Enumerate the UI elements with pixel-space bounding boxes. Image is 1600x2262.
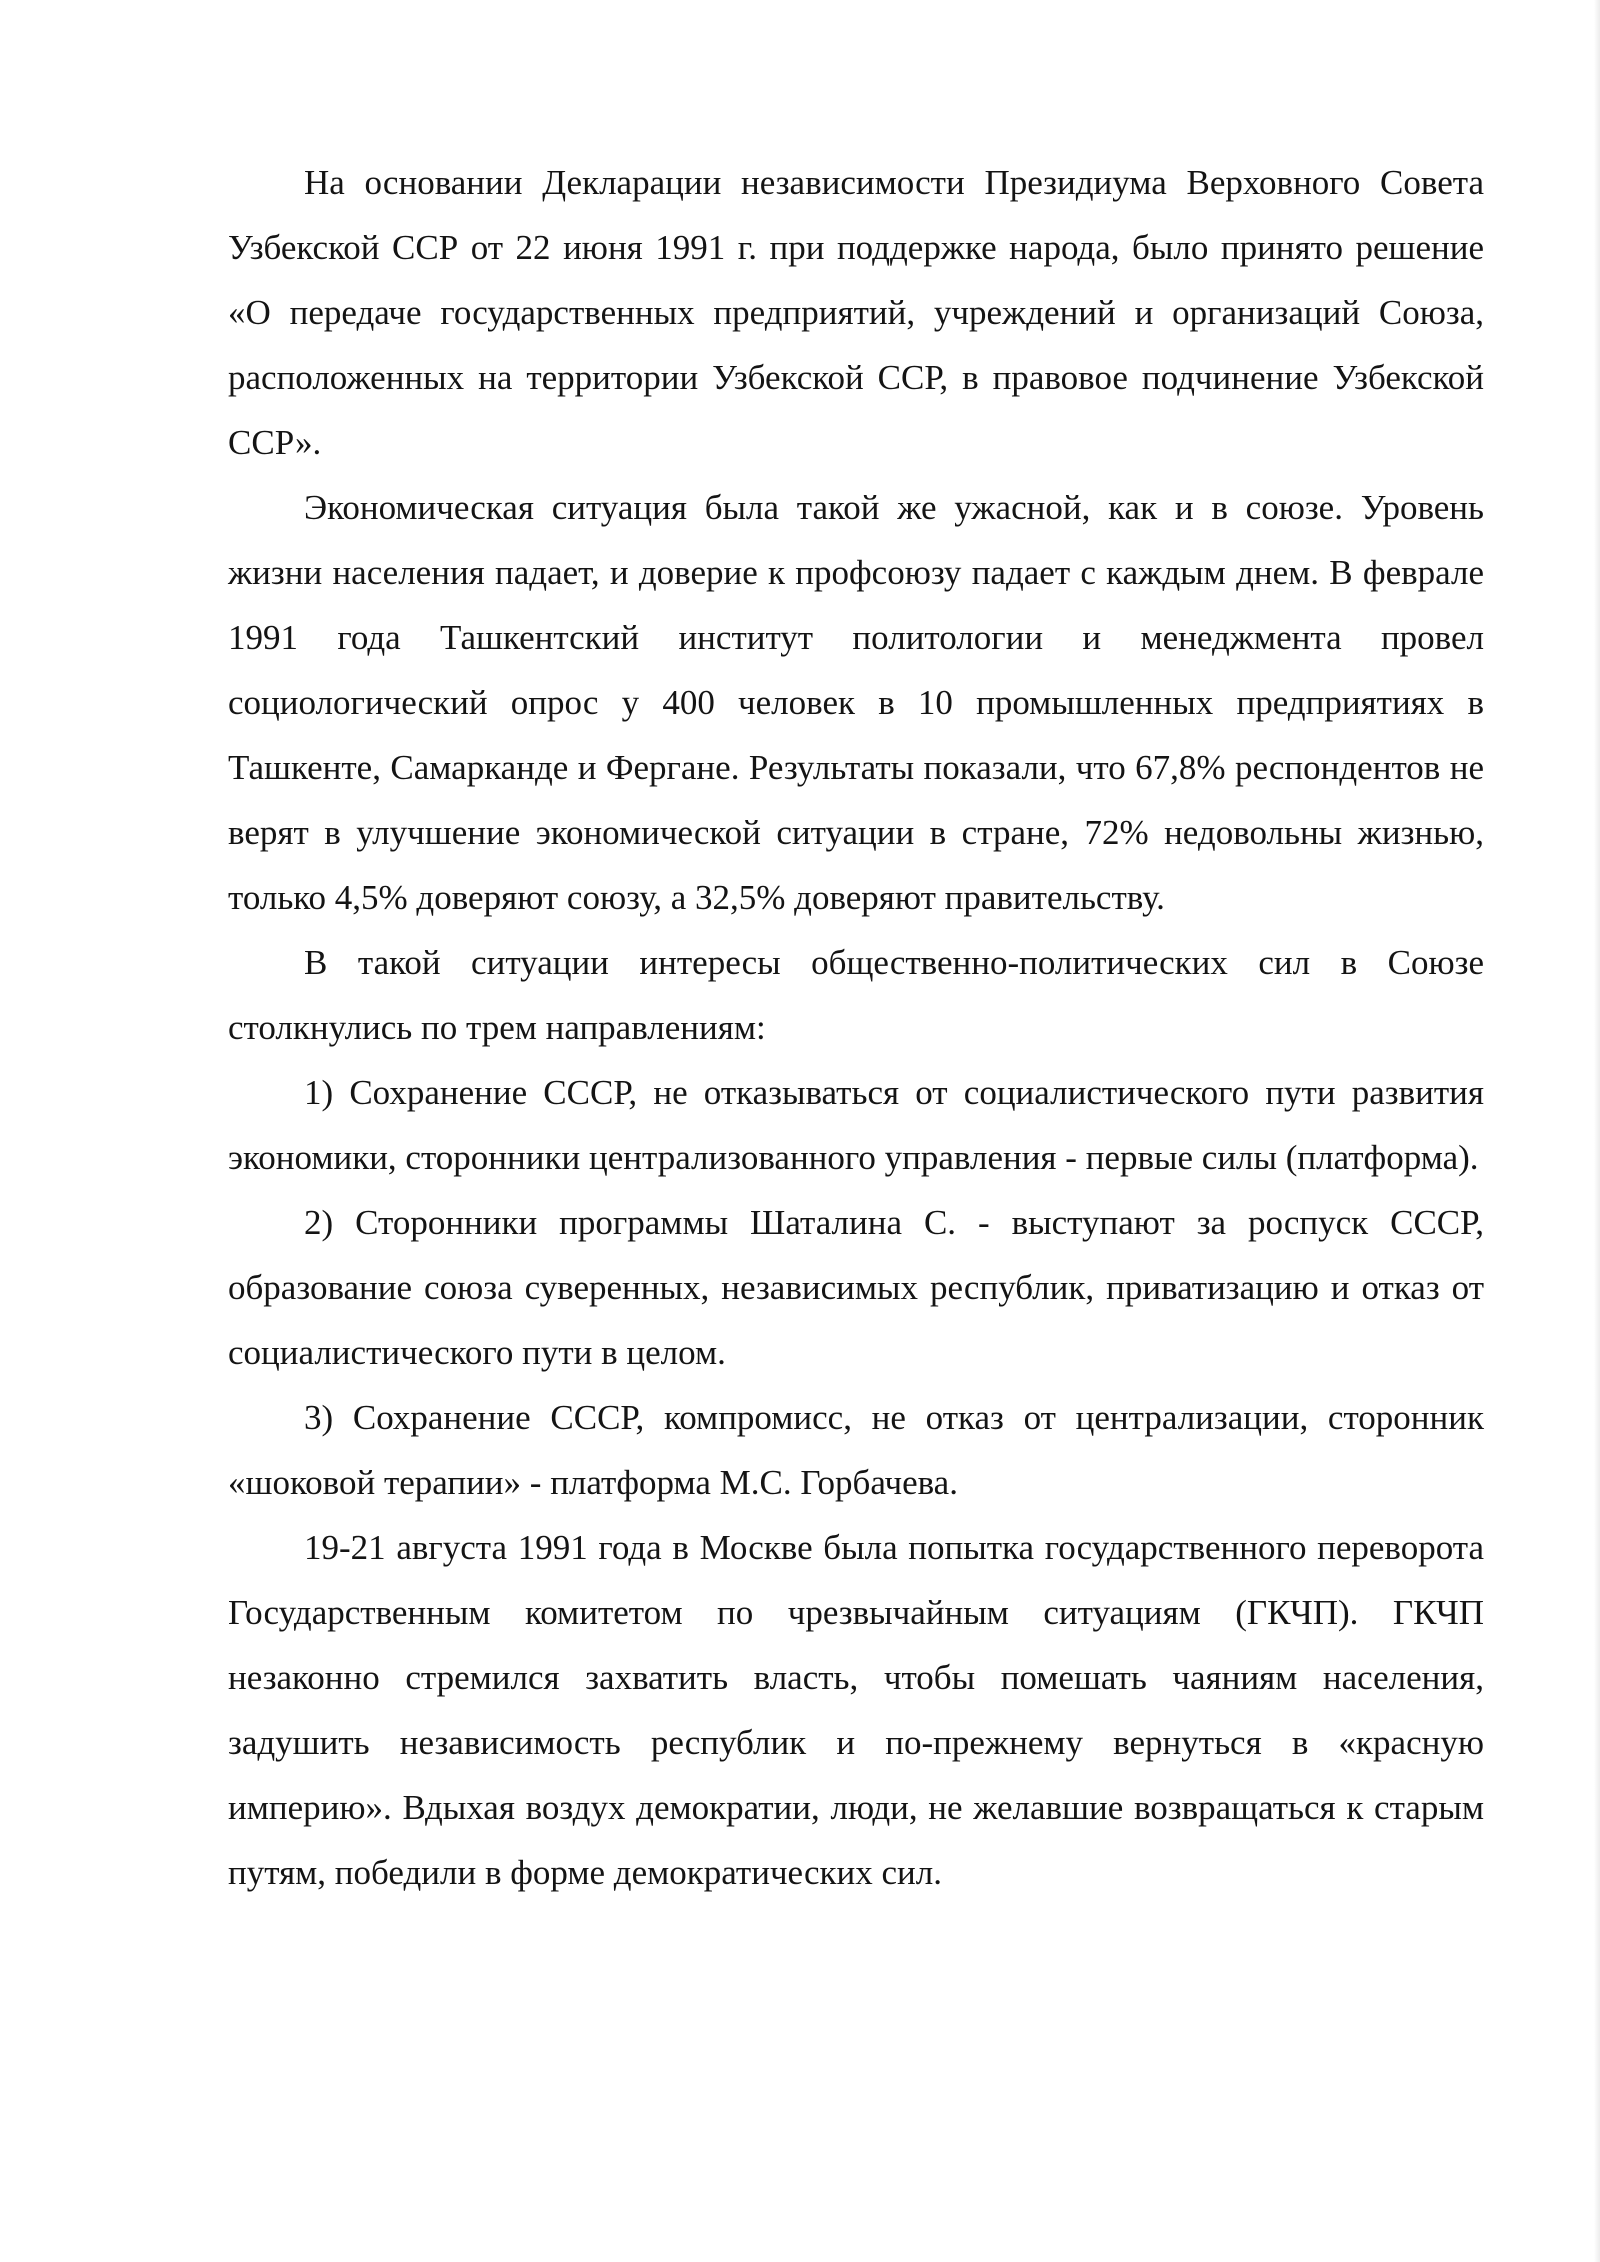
document-body (228, 150, 1484, 1905)
paragraph-direction-3: 3) Сохранение СССР, компромисс, не отказ от централизации, сторонник «шоковой терапии» - платформа М.С. Горбачева. (228, 1398, 1484, 1502)
paragraph-direction-1: 1) Сохранение СССР, не отказываться от социалистического пути развития экономики, сторонники централизованного управления - первые силы (платформа). (228, 1073, 1484, 1177)
paragraph-economic-situation: Экономическая ситуация была такой же ужасной, как и в союзе. Уровень жизни населения падает, и доверие к профсоюзу падает с каждым днем. В феврале 1991 года Ташкентский институт политологии и менеджмента провел социологический опрос у 400 человек в 10 промышленных предприятиях в Ташкенте, Самарканде и Фергане. Результаты показали, что 67,8% респондентов не верят в улучшение экономической ситуации в стране, 72% недовольны жизнью, только 4,5% доверяют союзу, а 32,5% доверяют правительству. (228, 488, 1484, 917)
paragraph-direction-2: 2) Сторонники программы Шаталина С. - выступают за роспуск СССР, образование союза суверенных, независимых республик, приватизацию и отказ от социалистического пути в целом. (228, 1203, 1484, 1372)
page-edge-shadow (1594, 0, 1600, 2262)
paragraph-august-coup: 19-21 августа 1991 года в Москве была попытка государственного переворота Государственным комитетом по чрезвычайным ситуациям (ГКЧП). ГКЧП незаконно стремился захватить власть, чтобы помешать чаяниям населения, задушить независимость республик и по-прежнему вернуться в «красную империю». Вдыхая воздух демократии, люди, не желавшие возвращаться к старым путям, победили в форме демократических сил. (228, 1528, 1484, 1892)
paragraph-declaration: На основании Декларации независимости Президиума Верховного Совета Узбекской ССР от 22 июня 1991 г. при поддержке народа, было принято решение «О передаче государственных предприятий, учреждений и организаций Союза, расположенных на территории Узбекской ССР, в правовое подчинение Узбекской ССР». (228, 163, 1484, 462)
paragraph-three-directions-intro: В такой ситуации интересы общественно-политических сил в Союзе столкнулись по трем направлениям: (228, 943, 1484, 1047)
